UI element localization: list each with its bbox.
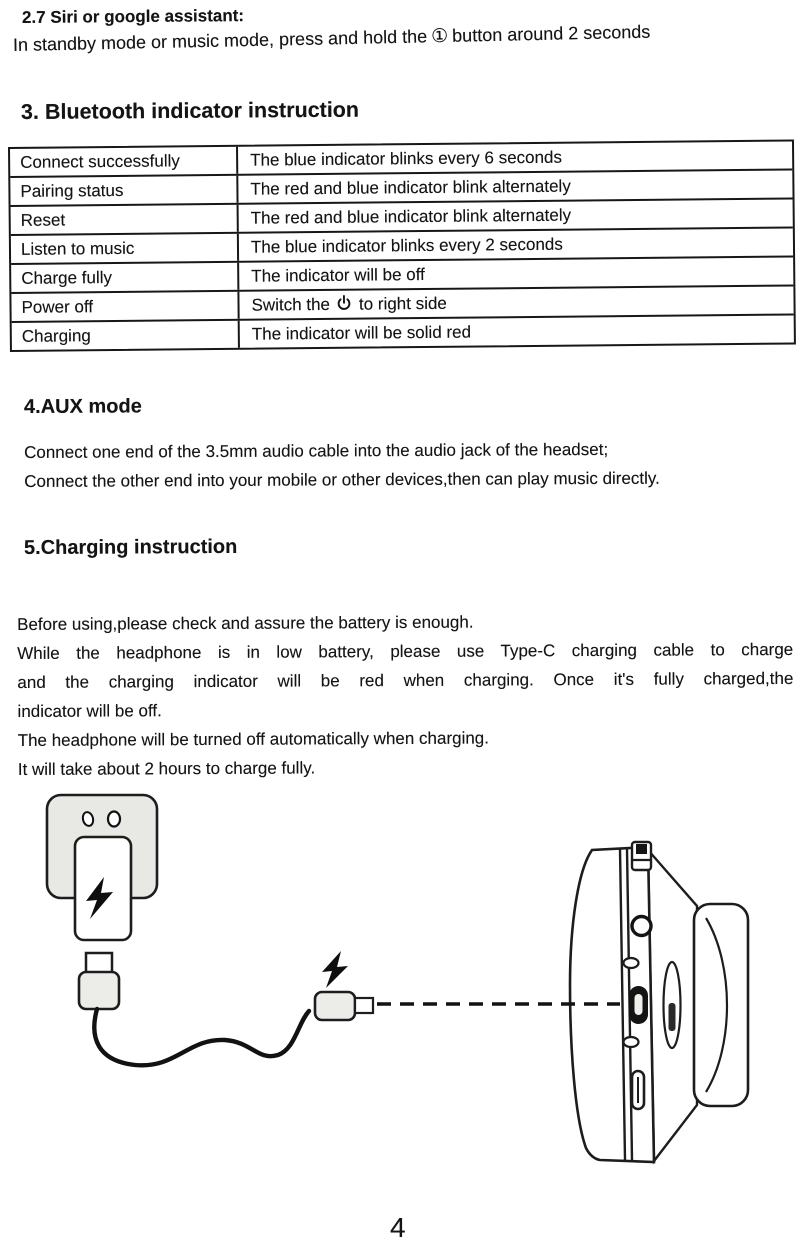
status-cell: Charge fully [11,263,239,292]
paragraph-line: Connect the other end into your mobile or other devices,then can play music directly. [24,468,660,491]
section-4-heading: 4.AUX mode [23,395,142,418]
page-number: 4 [390,1212,406,1243]
charging-diagram [0,780,800,1180]
status-cell: Power off [11,292,239,321]
paragraph-line: Connect one end of the 3.5mm audio cable into the audio jack of the headset; [24,439,609,462]
description-cell [239,286,793,318]
circled-1-button-symbol: ① [430,25,449,48]
bluetooth-indicator-table [8,139,796,352]
description-cell: The indicator will be solid red [251,322,472,344]
usb-plug [79,953,119,1009]
aux-jack-hole [632,917,651,936]
power-symbol-icon [337,294,352,310]
section-2-7-heading: 2.7 Siri or google assistant: [21,6,245,27]
paragraph-line: indicator will be off. [17,701,162,721]
usb-c-port [629,986,648,1024]
description-cell: The red and blue indicator blink alternately [250,205,572,228]
headphone-earcup [570,842,748,1162]
paragraph-line: and the charging indicator will be red when charging. Once it's fully charged,the [17,668,794,692]
description-cell: The red and blue indicator blink alternately [250,176,571,199]
outlet-hole-right [108,812,120,827]
paragraph-line: The headphone will be turned off automatically when charging. [17,728,490,750]
power-adapter [75,837,131,940]
charging-cable [94,1009,309,1065]
status-cell: Reset [11,205,239,234]
section-5-heading: 5.Charging instruction [23,535,238,559]
body-text-prefix: In standby mode or music mode, press and hold the [12,26,428,55]
description-cell: The blue indicator blinks every 6 seconds [250,147,563,170]
panel-bump [624,958,639,968]
section-4-body [24,434,799,496]
description-prefix: Switch the [251,294,331,315]
power-switch [632,842,651,870]
description-cell: The blue indicator blinks every 2 seconds [250,234,563,257]
description-cell: The indicator will be off [251,264,425,286]
usb-c-connector [315,951,373,1020]
paragraph-line: Before using,please check and assure the battery is enough. [17,612,474,634]
status-cell: Pairing status [10,176,238,205]
paragraph-line: It will take about 2 hours to charge fully. [17,758,316,779]
status-cell: Charging [12,321,240,350]
status-cell: Listen to music [11,234,239,263]
section-5-body [17,606,794,784]
indicator-slot [632,1071,644,1109]
ear-cushion [694,904,748,1106]
lightning-bolt-icon [322,951,348,988]
status-cell: Connect successfully [10,147,238,176]
description-suffix: to right side [358,293,447,314]
section-3-heading: 3. Bluetooth indicator instruction [20,97,360,124]
paragraph-line: While the headphone is in low battery, please use Type-C charging cable to charge [17,639,794,663]
body-text-suffix: button around 2 seconds [451,21,651,46]
panel-bump [624,1037,639,1047]
